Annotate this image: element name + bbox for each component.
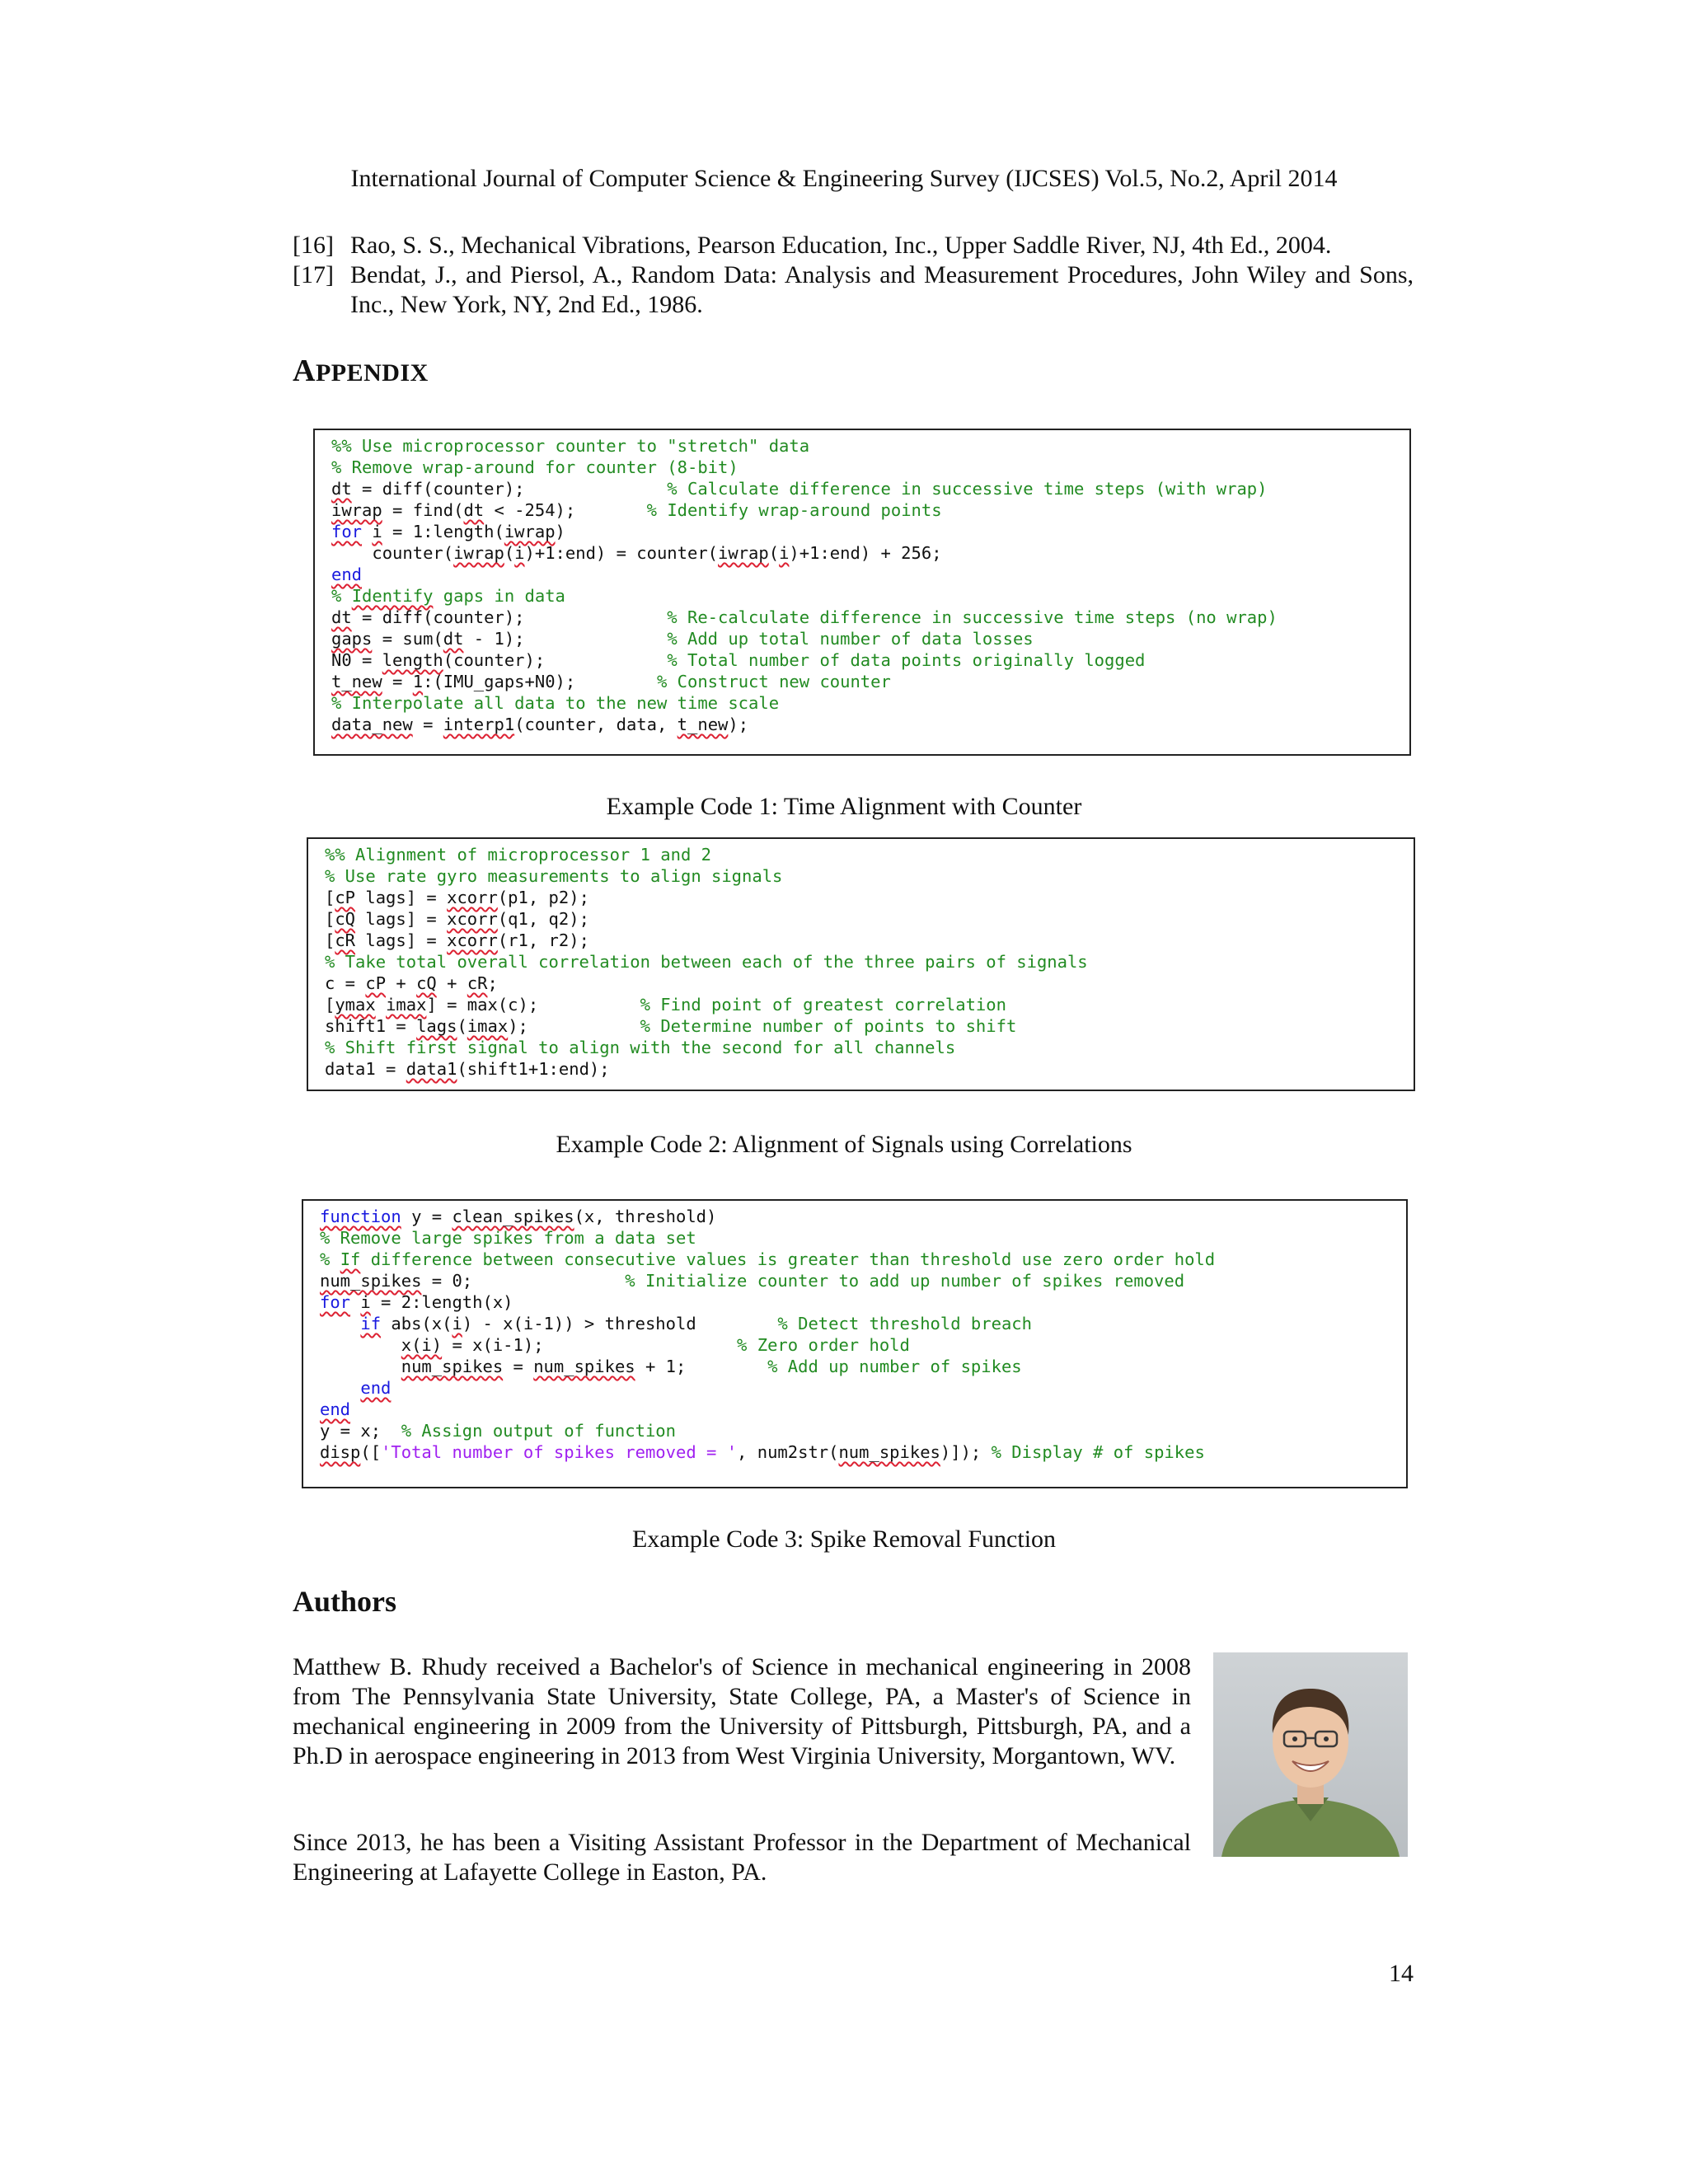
code-token: xcorr bbox=[447, 888, 498, 907]
code-token: imax bbox=[467, 1016, 509, 1036]
code-token: = 0; bbox=[421, 1271, 626, 1291]
code-line bbox=[320, 1313, 1390, 1334]
code-token: xcorr bbox=[447, 909, 498, 929]
code-line bbox=[320, 1377, 1390, 1399]
code-line bbox=[325, 1015, 1397, 1037]
code-token: data_new bbox=[331, 715, 413, 734]
code-token: shift1 = bbox=[325, 1016, 417, 1036]
code-token: i bbox=[779, 543, 790, 563]
code-token: c = bbox=[325, 973, 366, 993]
code-token: % Remove large spikes from a data set bbox=[320, 1228, 696, 1248]
code-token: lags] = bbox=[355, 909, 448, 929]
code-token: )+1:end) = counter( bbox=[524, 543, 719, 563]
code-token: ) bbox=[555, 522, 565, 541]
code-token: = x(i-1); bbox=[442, 1335, 738, 1355]
code-token: % Assign output of function bbox=[401, 1421, 676, 1441]
code-token: % Take total overall correlation between each of the three pairs of signals bbox=[325, 952, 1088, 972]
code-token: cQ bbox=[416, 973, 437, 993]
code-token: lags] = bbox=[355, 930, 448, 950]
code-token: iwrap bbox=[504, 522, 556, 541]
code-token: imax bbox=[386, 995, 427, 1015]
code-token: cR bbox=[467, 973, 488, 993]
code-token: ([ bbox=[360, 1442, 382, 1462]
code-token bbox=[362, 522, 372, 541]
code-token bbox=[350, 1292, 360, 1312]
code-token: i bbox=[360, 1292, 371, 1312]
code-token: %% Alignment of microprocessor 1 and 2 bbox=[325, 845, 711, 865]
code-token: % Find point of greatest correlation bbox=[640, 995, 1006, 1015]
code-line bbox=[331, 585, 1393, 607]
code-line bbox=[320, 1399, 1390, 1420]
code-token: cP bbox=[365, 973, 387, 993]
code-token: lags bbox=[416, 1016, 457, 1036]
code-token: % Detect threshold breach bbox=[777, 1314, 1032, 1333]
code-line bbox=[320, 1270, 1390, 1291]
code-token: = 1:length( bbox=[382, 522, 504, 541]
code-token: :(IMU_gaps+N0); bbox=[423, 672, 657, 691]
code-token: i bbox=[514, 543, 525, 563]
code-line bbox=[320, 1441, 1390, 1463]
code-token: [ bbox=[325, 930, 335, 950]
reference-16 bbox=[293, 231, 1414, 260]
code-token: dt bbox=[443, 629, 464, 649]
caption-code-1: Example Code 1: Time Alignment with Counter bbox=[606, 793, 1082, 820]
code-token: counter( bbox=[331, 543, 454, 563]
code-line bbox=[331, 499, 1393, 521]
code-token: difference between consecutive values is greater than threshold use zero order hold bbox=[360, 1249, 1216, 1269]
code-token: % bbox=[320, 1249, 340, 1269]
code-token: , num2str( bbox=[737, 1442, 839, 1462]
code-token: ] = max(c); bbox=[426, 995, 640, 1015]
code-token: dt bbox=[331, 479, 352, 499]
code-line bbox=[331, 478, 1393, 499]
code-token: = bbox=[412, 715, 443, 734]
code-token: )+1:end) + 256; bbox=[789, 543, 942, 563]
code-token: 1 bbox=[412, 672, 424, 691]
appendix-rest: PPENDIX bbox=[315, 359, 429, 387]
author-photo bbox=[1213, 1652, 1408, 1857]
code-token: (shift1+1:end); bbox=[457, 1059, 610, 1079]
code-token: t_new bbox=[677, 715, 729, 734]
code-token: length bbox=[382, 650, 443, 670]
code-token: = bbox=[503, 1357, 534, 1376]
code-token: - 1); bbox=[463, 629, 668, 649]
code-token: = find( bbox=[382, 500, 464, 520]
code-token: end bbox=[331, 565, 363, 584]
code-listing-1 bbox=[331, 435, 1393, 735]
code-token: cP bbox=[335, 888, 356, 907]
code-token: % Add up number of spikes bbox=[767, 1357, 1022, 1376]
code-line bbox=[331, 521, 1393, 542]
code-line bbox=[325, 865, 1397, 887]
code-token: = sum( bbox=[372, 629, 443, 649]
code-token: if bbox=[360, 1314, 382, 1333]
code-token: dt bbox=[463, 500, 485, 520]
code-token: iwrap bbox=[331, 500, 382, 520]
code-token: % Identify wrap-around points bbox=[646, 500, 942, 520]
code-token: % Construct new counter bbox=[656, 672, 891, 691]
code-token: (x, threshold) bbox=[574, 1207, 717, 1226]
code-token: iwrap bbox=[718, 543, 769, 563]
code-token: % Total number of data points originally logged bbox=[667, 650, 1146, 670]
code-token: [ bbox=[325, 888, 335, 907]
code-line bbox=[331, 435, 1393, 457]
code-token: y = bbox=[401, 1207, 452, 1226]
code-token: % Zero order hold bbox=[737, 1335, 910, 1355]
reference-text: Bendat, J., and Piersol, A., Random Data: Analysis and Measurement Procedures, John Wiley and Sons, Inc., New York, NY, 2nd Ed., 1986. bbox=[350, 261, 1414, 318]
code-line bbox=[325, 930, 1397, 951]
code-line bbox=[320, 1227, 1390, 1249]
code-token: [ bbox=[325, 995, 335, 1015]
caption-code-3: Example Code 3: Spike Removal Function bbox=[631, 1526, 1057, 1553]
code-line bbox=[320, 1356, 1390, 1377]
appendix-first-letter: A bbox=[293, 354, 316, 388]
code-token: % Re-calculate difference in successive time steps (no wrap) bbox=[667, 607, 1278, 627]
code-token: gaps bbox=[331, 629, 373, 649]
code-token: interp1 bbox=[443, 715, 515, 734]
code-line bbox=[331, 671, 1393, 692]
code-token: ); bbox=[728, 715, 749, 734]
code-token: abs(x( bbox=[381, 1314, 452, 1333]
code-block-2 bbox=[307, 837, 1415, 1091]
code-token: i bbox=[452, 1314, 462, 1333]
code-line bbox=[320, 1249, 1390, 1270]
code-token: ( bbox=[504, 543, 515, 563]
reference-number: [16] bbox=[293, 232, 334, 259]
code-token: % Determine number of points to shift bbox=[640, 1016, 1017, 1036]
code-token: % Add up total number of data losses bbox=[667, 629, 1034, 649]
code-token: end bbox=[320, 1399, 351, 1419]
code-token: data1 bbox=[406, 1059, 457, 1079]
code-token: + bbox=[386, 973, 417, 993]
code-token: x(i) bbox=[401, 1335, 443, 1355]
code-token: ); bbox=[508, 1016, 640, 1036]
code-token: (counter); bbox=[443, 650, 668, 670]
code-block-1 bbox=[313, 429, 1411, 756]
code-token: % Display # of spikes bbox=[991, 1442, 1205, 1462]
code-line bbox=[325, 994, 1397, 1015]
code-token: 'Total number of spikes removed = ' bbox=[381, 1442, 738, 1462]
code-token: )]); bbox=[940, 1442, 992, 1462]
code-block-3 bbox=[302, 1199, 1408, 1488]
code-token: = 2:length(x) bbox=[370, 1292, 513, 1312]
code-token bbox=[320, 1314, 360, 1333]
caption-code-2: Example Code 2: Alignment of Signals using Correlations bbox=[556, 1131, 1132, 1158]
code-token: cR bbox=[335, 930, 356, 950]
code-token: % Remove wrap-around for counter (8-bit) bbox=[331, 457, 738, 477]
code-token: % Use rate gyro measurements to align signals bbox=[325, 866, 783, 886]
code-token: (p1, p2); bbox=[497, 888, 589, 907]
code-token: ( bbox=[457, 1016, 467, 1036]
code-line bbox=[331, 457, 1393, 478]
code-line bbox=[331, 649, 1393, 671]
code-token: for bbox=[331, 522, 363, 541]
code-line bbox=[331, 692, 1393, 714]
code-token: % Calculate difference in successive time steps (with wrap) bbox=[667, 479, 1268, 499]
code-token: i bbox=[372, 522, 382, 541]
reference-number: [17] bbox=[293, 261, 334, 288]
code-listing-3 bbox=[320, 1206, 1390, 1463]
code-line bbox=[331, 542, 1393, 564]
code-token: ) - x(i-1)) > threshold bbox=[462, 1314, 778, 1333]
reference-text: Rao, S. S., Mechanical Vibrations, Pearson Education, Inc., Upper Saddle River, NJ, 4th Ed., 2004. bbox=[350, 232, 1332, 259]
code-token: (r1, r2); bbox=[497, 930, 589, 950]
code-token: function bbox=[320, 1207, 401, 1226]
code-token: + 1; bbox=[635, 1357, 768, 1376]
code-token: % bbox=[331, 586, 352, 606]
author-bio-paragraph-2: Since 2013, he has been a Visiting Assistant Professor in the Department of Mechanical Engineering at Lafayette College in Easton, PA. bbox=[293, 1829, 1191, 1886]
code-token: t_new bbox=[331, 672, 382, 691]
code-token: data1 = bbox=[325, 1059, 406, 1079]
code-line bbox=[331, 564, 1393, 585]
code-token: % Initialize counter to add up number of spikes removed bbox=[625, 1271, 1185, 1291]
author-bio-paragraph-1: Matthew B. Rhudy received a Bachelor's of Science in mechanical engineering in 2008 from The Pennsylvania State University, State College, PA, a Master's of Science in mechanical engineering in 2009 from the University of Pittsburgh, Pittsburgh, PA, and a Ph.D in aerospace engineering in 2013 from West Virginia University, Morgantown, WV. bbox=[293, 1653, 1191, 1769]
code-token: ; bbox=[487, 973, 498, 993]
code-token: % Shift first signal to align with the second for all channels bbox=[325, 1038, 956, 1057]
code-token: [ bbox=[325, 909, 335, 929]
code-token: N0 = bbox=[331, 650, 382, 670]
code-line bbox=[325, 972, 1397, 994]
code-token: = bbox=[382, 672, 413, 691]
code-token: num_spikes bbox=[401, 1357, 504, 1376]
reference-17 bbox=[293, 260, 1414, 320]
code-token: disp bbox=[320, 1442, 361, 1462]
code-token: Identify bbox=[351, 586, 434, 606]
code-line bbox=[320, 1334, 1390, 1356]
code-token: gaps in data bbox=[433, 586, 565, 606]
code-token: (counter, data, bbox=[514, 715, 678, 734]
code-token: % Interpolate all data to the new time scale bbox=[331, 693, 780, 713]
code-listing-2 bbox=[325, 844, 1397, 1080]
code-token: + bbox=[436, 973, 467, 993]
code-token: xcorr bbox=[447, 930, 498, 950]
code-token: < -254); bbox=[484, 500, 647, 520]
code-token: num_spikes bbox=[320, 1271, 422, 1291]
code-token bbox=[376, 995, 386, 1015]
code-token: clean_spikes bbox=[452, 1207, 574, 1226]
code-token: lags] = bbox=[355, 888, 448, 907]
code-line bbox=[325, 844, 1397, 865]
code-token: ymax bbox=[335, 995, 376, 1015]
journal-header: International Journal of Computer Science & Engineering Survey (IJCSES) Vol.5, No.2, April 2014 bbox=[350, 165, 1338, 192]
code-line bbox=[320, 1206, 1390, 1227]
code-token: num_spikes bbox=[838, 1442, 940, 1462]
code-token: cQ bbox=[335, 909, 356, 929]
code-line bbox=[325, 908, 1397, 930]
code-token bbox=[320, 1378, 360, 1398]
code-line bbox=[325, 887, 1397, 908]
authors-heading: Authors bbox=[293, 1585, 397, 1618]
code-token: If bbox=[340, 1249, 361, 1269]
code-token: iwrap bbox=[453, 543, 504, 563]
code-line bbox=[320, 1291, 1390, 1313]
code-token: num_spikes bbox=[533, 1357, 635, 1376]
code-token: for bbox=[320, 1292, 351, 1312]
code-token: y = x; bbox=[320, 1421, 401, 1441]
appendix-heading bbox=[293, 353, 429, 389]
code-line bbox=[331, 607, 1393, 628]
code-token: %% Use microprocessor counter to "stretch" data bbox=[331, 436, 810, 456]
code-line bbox=[331, 628, 1393, 649]
code-line bbox=[325, 951, 1397, 972]
code-token: end bbox=[360, 1378, 392, 1398]
code-token: ( bbox=[768, 543, 780, 563]
code-token: = diff(counter); bbox=[351, 607, 668, 627]
code-line bbox=[320, 1420, 1390, 1441]
code-token bbox=[320, 1335, 401, 1355]
code-line bbox=[331, 714, 1393, 735]
code-line bbox=[325, 1037, 1397, 1058]
code-line bbox=[325, 1058, 1397, 1080]
code-token: dt bbox=[331, 607, 352, 627]
page-number: 14 bbox=[1389, 1960, 1414, 1987]
code-token: = diff(counter); bbox=[351, 479, 668, 499]
code-token bbox=[320, 1357, 401, 1376]
code-token: (q1, q2); bbox=[497, 909, 589, 929]
